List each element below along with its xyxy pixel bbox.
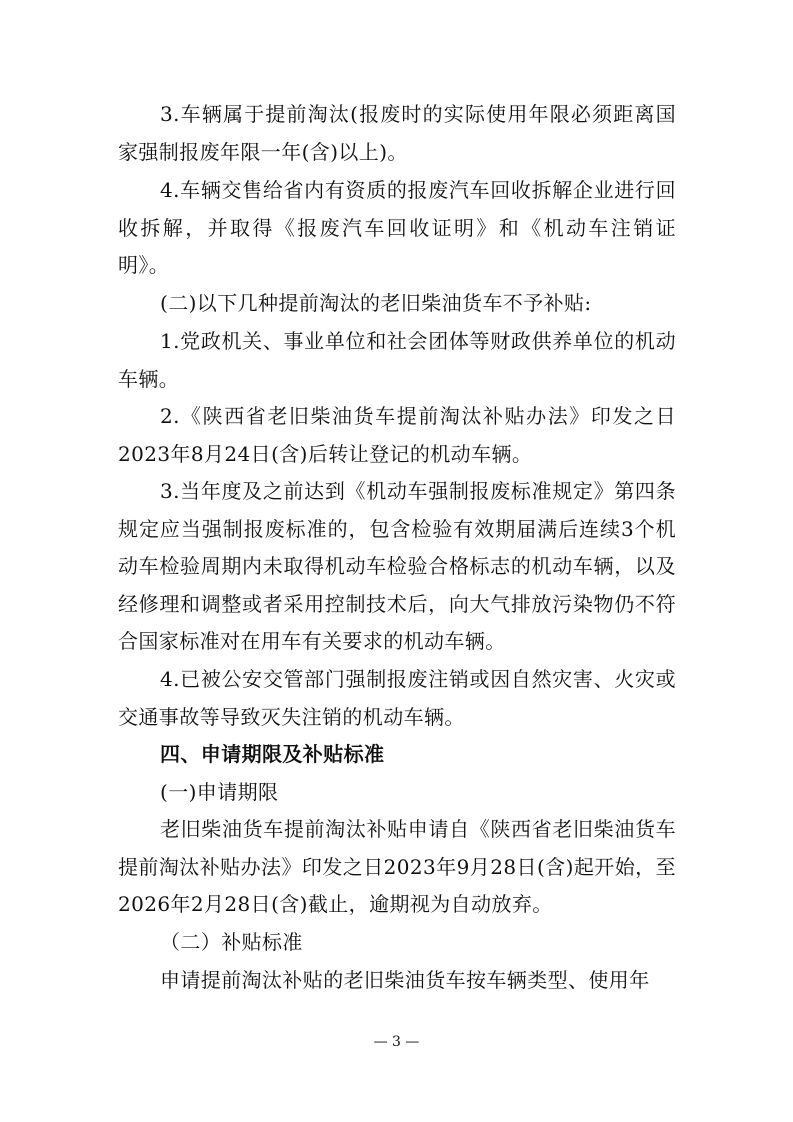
paragraph-exclusion-3: 3.当年度及之前达到《机动车强制报废标准规定》第四条规定应当强制报废标准的，包含检验有效期届满后连续3个机动车检验周期内未取得机动车检验合格标志的机动车辆，以及经修理和调整或者采用控制技术后，向大气排放污染物仍不符合国家标准对在用车有关要求的机动车辆。 [118,479,676,653]
paragraph-application-period: 老旧柴油货车提前淘汰补贴申请自《陕西省老旧柴油货车提前淘汰补贴办法》印发之日2023年9月28日(含)起开始，至2026年2月28日(含)截止，逾期视为自动放弃。 [118,817,676,916]
subheading-application-period: (一)申请期限 [160,780,279,804]
subheading-exclusions: (二)以下几种提前淘汰的老旧柴油货车不予补贴: [160,291,592,315]
paragraph-condition-4: 4.车辆交售给省内有资质的报废汽车回收拆解企业进行回收拆解，并取得《报废汽车回收证明》和《机动车注销证明》。 [118,178,676,277]
paragraph-exclusion-1: 1.党政机关、事业单位和社会团体等财政供养单位的机动车辆。 [118,329,676,391]
page-number: — 3 — [373,1034,420,1050]
section-heading-4: 四、申请期限及补贴标准 [160,742,385,766]
paragraph-condition-3: 3.车辆属于提前淘汰(报废时的实际使用年限必须距离国家强制报废年限一年(含)以上)。 [118,102,676,164]
paragraph-exclusion-2: 2.《陕西省老旧柴油货车提前淘汰补贴办法》印发之日2023年8月24日(含)后转让登记的机动车辆。 [118,404,676,466]
paragraph-exclusion-4: 4.已被公安交管部门强制报废注销或因自然灾害、火灾或交通事故等导致灭失注销的机动车辆。 [118,667,676,729]
subheading-subsidy-standard: （二）补贴标准 [160,930,303,954]
paragraph-subsidy-standard: 申请提前淘汰补贴的老旧柴油货车按车辆类型、使用年 [160,968,650,992]
